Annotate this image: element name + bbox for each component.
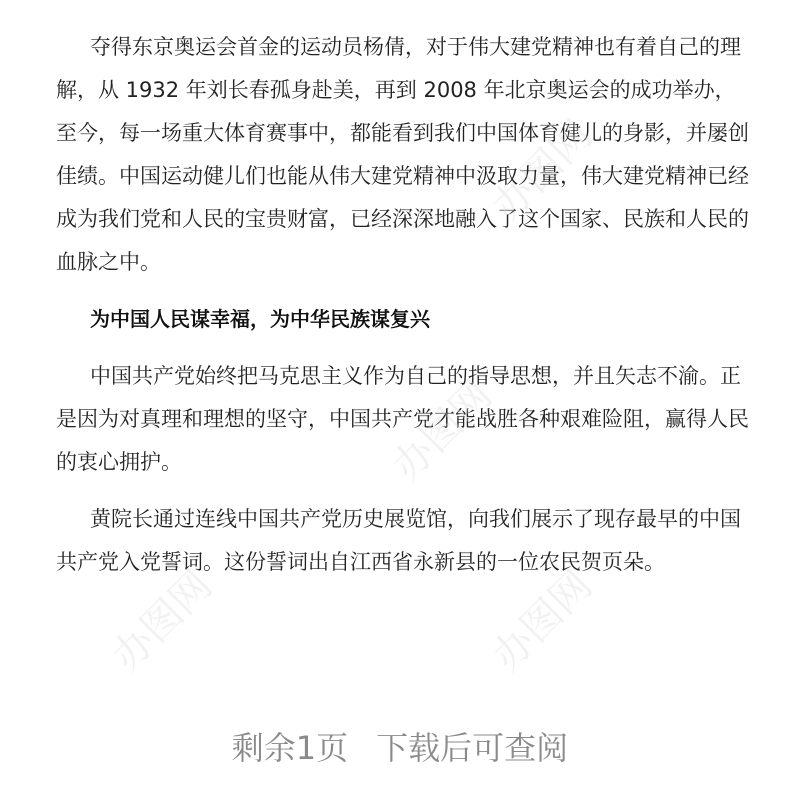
section-heading: 为中国人民谋幸福，为中华民族谋复兴 [90, 307, 430, 331]
paragraph-oath: 黄院长通过连线中国共产党历史展览馆，向我们展示了现存最早的中国共产党入党誓词。这份誓词出自江西省永新县的一位农民贺页朵。 [56, 507, 741, 574]
watermark: 办图网 [483, 112, 602, 230]
watermark: 办图网 [103, 562, 222, 680]
remaining-pages-label: 剩余1页 [231, 729, 349, 767]
paragraph-intro: 夺得东京奥运会首金的运动员杨倩，对于伟大建党精神也有着自己的理解，从 1932 年刘长春孤身赴美，再到 2008 年北京奥运会的成功举办，至今，每一场重大体育赛事中，都能看到我们中国体育健儿的身影，并屡创佳绩。中国运动健儿们也能从伟大建党精神中汲取力量，伟大建党精神已经成为我们党和人民的宝贵财富，已经深深地融入了这个国家、民族和人民的血脉之中。 [56, 35, 749, 274]
download-prompt-label: 下载后可查阅 [376, 729, 569, 767]
watermark: 办图网 [383, 372, 502, 490]
remaining-pages-banner[interactable] [0, 720, 800, 776]
document-body [56, 26, 756, 584]
paragraph-ideology: 中国共产党始终把马克思主义作为自己的指导思想，并且矢志不渝。正是因为对真理和理想的坚守，中国共产党才能战胜各种艰难险阻，赢得人民的衷心拥护。 [56, 364, 749, 474]
watermark: 办图网 [483, 562, 602, 680]
